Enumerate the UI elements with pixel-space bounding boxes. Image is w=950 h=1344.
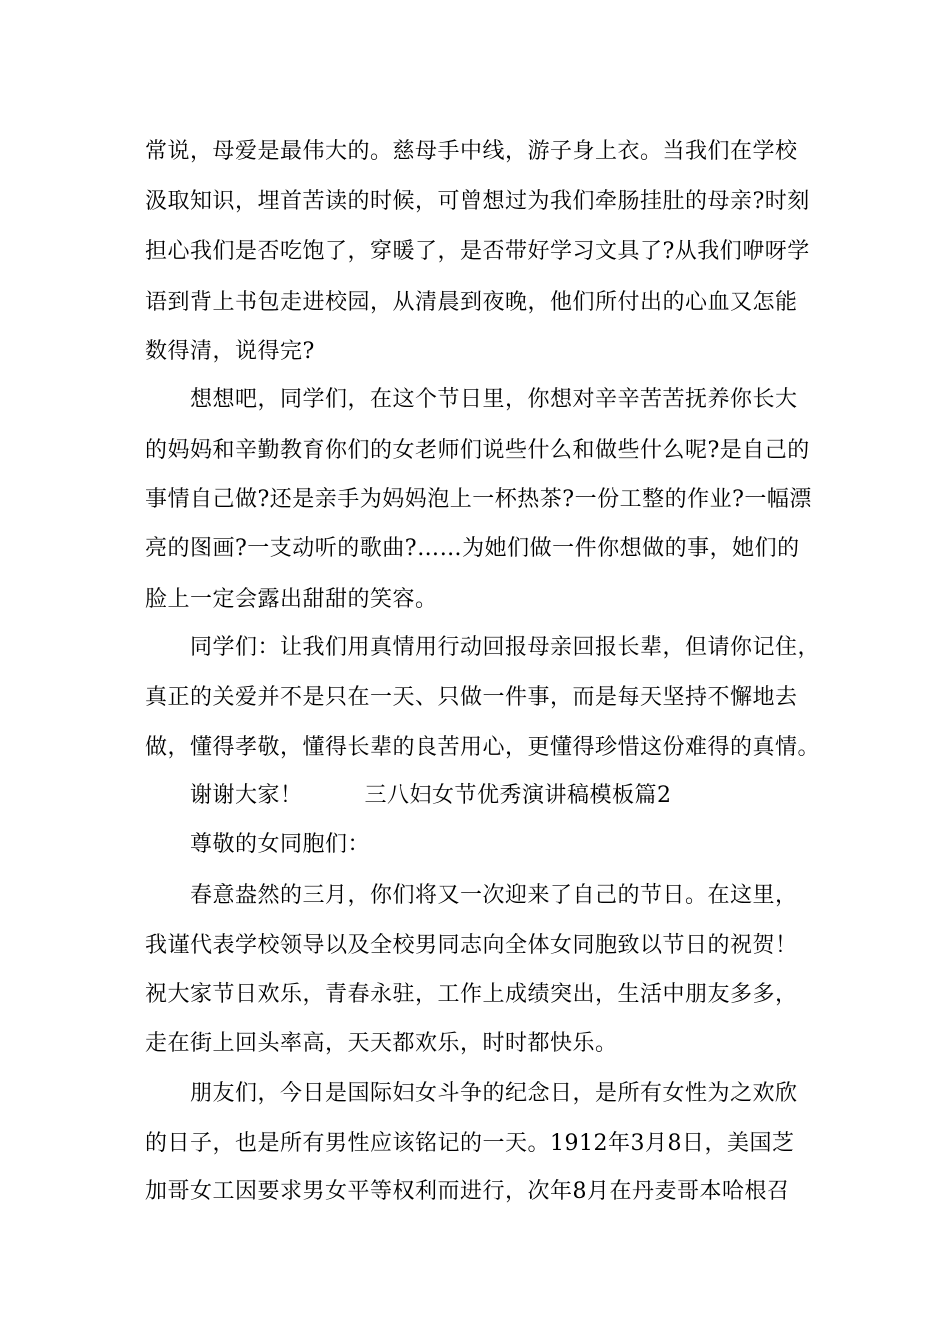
text-line: 同学们：让我们用真情用行动回报母亲回报长辈，但请你记住， (190, 635, 821, 660)
text-line: 走在街上回头率高，天天都欢乐，时时都快乐。 (145, 1031, 618, 1056)
text-line: 的妈妈和辛勤教育你们的女老师们说些什么和做些什么呢?是自己的 (145, 438, 810, 463)
text-line: 真正的关爱并不是只在一天、只做一件事，而是每天坚持不懈地去 (145, 685, 798, 710)
text-line: 担心我们是否吃饱了，穿暖了，是否带好学习文具了?从我们咿呀学 (145, 239, 810, 264)
closing-thanks: 谢谢大家！ (190, 783, 303, 808)
text-line: 想想吧，同学们，在这个节日里，你想对辛辛苦苦抚养你长大 (190, 387, 798, 412)
text-line: 加哥女工因要求男女平等权利而进行，次年8月在丹麦哥本哈根召 (145, 1179, 790, 1204)
text-line: 脸上一定会露出甜甜的笑容。 (145, 587, 438, 612)
text-line: 朋友们，今日是国际妇女斗争的纪念日，是所有女性为之欢欣 (190, 1081, 798, 1106)
text-line: 汲取知识，埋首苦读的时候，可曾想过为我们牵肠挂肚的母亲?时刻 (145, 189, 810, 214)
text-line: 事情自己做?还是亲手为妈妈泡上一杯热茶?一份工整的作业?一幅漂 (145, 487, 812, 512)
text-line: 春意盎然的三月，你们将又一次迎来了自己的节日。在这里， (190, 883, 798, 908)
section-heading: 三八妇女节优秀演讲稿模板篇2 (364, 783, 672, 808)
text-line: 语到背上书包走进校园，从清晨到夜晚，他们所付出的心血又怎能 (145, 290, 798, 315)
text-line-with-heading (190, 781, 672, 811)
salutation: 尊敬的女同胞们： (190, 832, 371, 857)
text-line: 亮的图画?一支动听的歌曲?……为她们做一件你想做的事，她们的 (145, 536, 800, 561)
text-line: 的日子，也是所有男性应该铭记的一天。1912年3月8日，美国芝 (145, 1131, 795, 1156)
text-line: 做，懂得孝敬，懂得长辈的良苦用心，更懂得珍惜这份难得的真情。 (145, 735, 821, 760)
text-line: 祝大家节日欢乐，青春永驻，工作上成绩突出，生活中朋友多多， (145, 982, 798, 1007)
text-line: 常说，母爱是最伟大的。慈母手中线，游子身上衣。当我们在学校 (145, 139, 798, 164)
text-line: 数得清，说得完? (145, 339, 315, 364)
text-line: 我谨代表学校领导以及全校男同志向全体女同胞致以节日的祝贺！ (145, 933, 798, 958)
